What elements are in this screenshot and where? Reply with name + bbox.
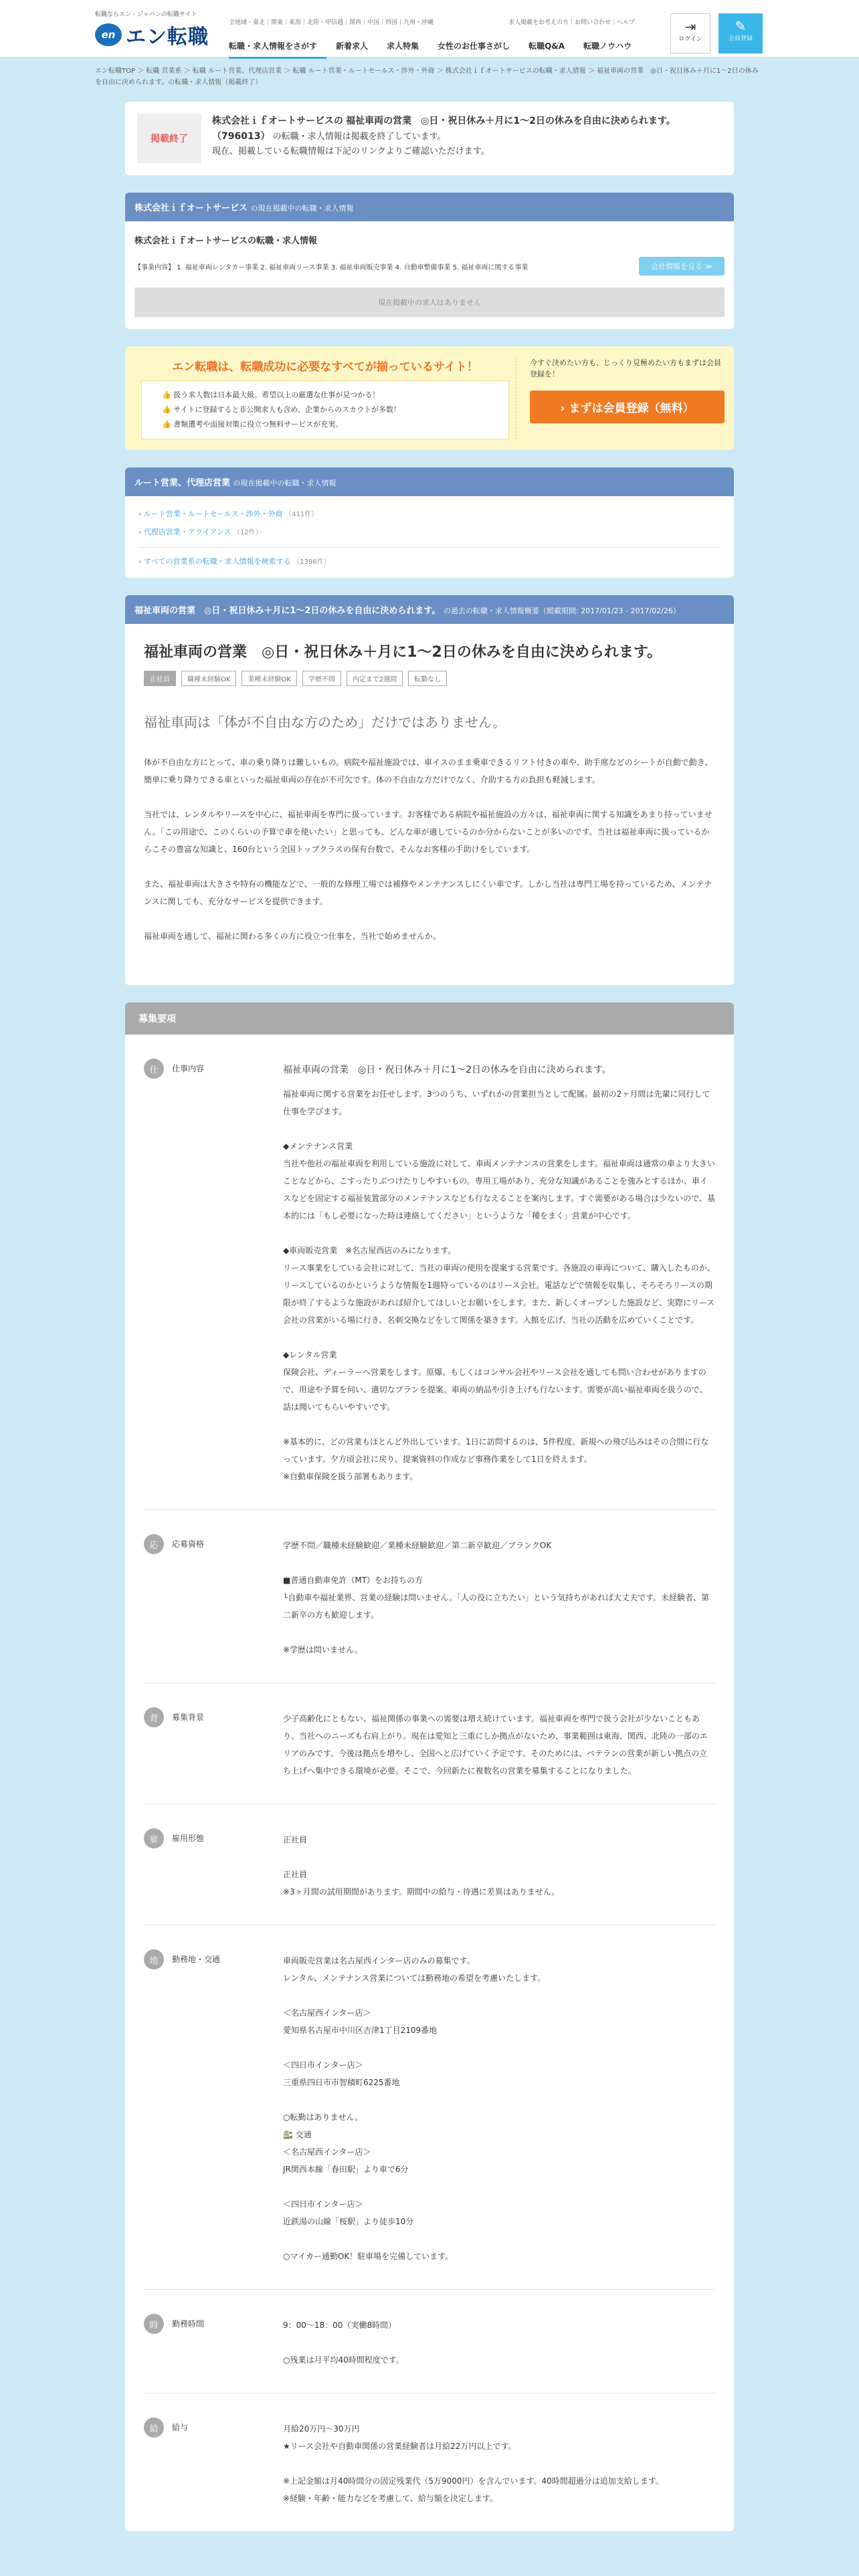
nav-women[interactable]: 女性のお仕事さがし — [438, 41, 510, 51]
breadcrumb[interactable]: エン転職TOP ＞ 転職 営業系 ＞ 転職 ルート営業、代理店営業 ＞ 転職 ルート営業・ルートセールス・渉外・外商 ＞ 株式会社ｉｆオートサービスの転職・求人情報 ＞ 福祉車両の営業 ◎日・祝日休み＋月に1～2日の休みを自由に決められます。の転職・求人情報（掲載終了） — [95, 68, 759, 86]
job-tags — [144, 671, 715, 686]
requirements-header: 募集要項 — [125, 1002, 734, 1035]
qualification-icon: 応 — [144, 1534, 164, 1554]
pencil-icon: ✎ — [735, 18, 747, 34]
category-head: ルート営業、代理店営業 — [134, 478, 231, 488]
req-label: 給与 — [172, 2423, 189, 2432]
logo-text: エン転職 — [126, 25, 209, 49]
all-category-link[interactable]: › すべての営業系の転職・求人情報を検索する （1396件） — [138, 557, 330, 566]
promo-register-button[interactable]: › まずは会員登録（無料） — [530, 391, 725, 423]
company-box-head: 株式会社ｉｆオートサービス — [134, 203, 248, 213]
category-box-header — [125, 467, 734, 496]
nav-new-jobs[interactable]: 新着求人 — [336, 41, 369, 51]
salary-icon: 給 — [144, 2418, 164, 2438]
promo-banner — [125, 346, 734, 450]
tag: 内定まで2週間 — [347, 671, 403, 686]
promo-title: エン転職は、転職成功に必要なすべてが揃っているサイト！ — [172, 360, 478, 374]
no-jobs-message: 現在掲載中の求人はありません — [134, 288, 725, 317]
main-nav — [229, 39, 650, 59]
category-head-sub: の現在掲載中の転職・求人情報 — [233, 479, 337, 488]
job-lead: 福祉車両は「体が不自由な方のため」だけではありません。 — [144, 714, 506, 730]
ended-company: 株式会社ｉｆオートサービスの — [212, 116, 343, 126]
ended-badge: 掲載終了 — [137, 114, 201, 163]
company-info-button[interactable]: 会社情報を見る ≫ — [639, 257, 725, 276]
req-label: 仕事内容 — [172, 1064, 205, 1073]
logo-mark: en — [95, 23, 122, 46]
tag: 転勤なし — [408, 671, 447, 686]
divider — [138, 547, 721, 548]
site-header — [0, 0, 859, 58]
area-links[interactable]: 全地域・東北｜関東｜東海｜北陸・甲信越｜関西｜中国｜四国｜九州・沖縄 — [229, 19, 434, 26]
req-label: 募集背景 — [172, 1713, 205, 1722]
category-link[interactable]: › 代理店営業・アライアンス （12件） — [138, 528, 262, 536]
background-icon: 背 — [144, 1707, 164, 1727]
register-button[interactable] — [719, 13, 763, 53]
tag: 職種未経験OK — [181, 671, 236, 686]
ended-job-title: 福祉車両の営業 ◎日・祝日休み＋月に1～2日の休みを自由に決められます。（796013） — [212, 116, 676, 142]
nav-search-jobs[interactable]: 転職・求人情報をさがす — [229, 39, 326, 59]
login-button[interactable] — [670, 13, 710, 53]
promo-point: 👍 サイトに登録すると非公開求人も含め、企業からのスカウトが多数！ — [162, 405, 401, 414]
req-row-qualification — [144, 1510, 715, 1683]
job-summary-header — [125, 595, 734, 624]
login-icon: ⇥ — [684, 19, 696, 35]
company-business: 【事業内容】 1. 福祉車両レンタカー事業 2. 福祉車両リース事業 3. 福祉車両販売事業 4. 自動車整備事業 5. 福祉車両に関する事業 — [134, 263, 529, 272]
company-box-title: 株式会社ｉｆオートサービスの転職・求人情報 — [134, 236, 318, 246]
category-box — [125, 467, 734, 578]
promo-points — [141, 381, 509, 439]
logo-tagline: 転職ならエン・ジャパンの転職サイト — [95, 11, 197, 18]
req-value: 正社員 正社員 ※3ヶ月間の試用期間があります。期間中の給与・待遇に差異はありません。 — [283, 1835, 560, 1897]
nav-qa[interactable]: 転職Q&A — [529, 41, 565, 51]
register-label: 会員登録 — [728, 35, 753, 42]
requirements — [125, 1002, 734, 2531]
location-icon: 地 — [144, 1949, 164, 1969]
login-label: ログイン — [678, 36, 702, 43]
tag: 業種未経験OK — [242, 671, 296, 686]
job-title: 福祉車両の営業 ◎日・祝日休み＋月に1～2日の休みを自由に決められます。 — [144, 644, 662, 661]
company-box-header — [125, 193, 734, 221]
company-box-head-sub: の現在掲載中の転職・求人情報 — [250, 204, 354, 213]
work-icon: 仕 — [144, 1059, 164, 1079]
utility-links[interactable]: 求人掲載をお考えの方｜お問い合わせ｜ヘルプ — [508, 19, 636, 26]
site-logo[interactable] — [95, 20, 209, 49]
job-head: 福祉車両の営業 ◎日・祝日休み＋月に1～2日の休みを自由に決められます。 — [134, 606, 441, 616]
req-row-location — [144, 1925, 715, 2290]
category-link[interactable]: › ルート営業・ルートセールス・渉外・外商 （411件） — [138, 510, 318, 518]
company-box — [125, 193, 734, 329]
req-value: 9：00～18：00（実働8時間） ○残業は月平均40時間程度です。 — [283, 2321, 404, 2365]
job-paragraph: また、福祉車両は大きさや特有の機能などで、一般的な修理工場では補修やメンテナンスしにくい車です。しかし当社は専門工場を持っているため、メンテナンスに関しても、充分なサービスを提供できます。 — [144, 879, 712, 906]
promo-side-text: 今すぐ決めたい方も、じっくり見極めたい方もまずは会員登録を！ — [530, 358, 721, 379]
job-paragraph: 福祉車両を通して、福祉に関わる多くの方に役立つ仕事を、当社で始めませんか。 — [144, 932, 441, 941]
employment-icon: 雇 — [144, 1828, 164, 1848]
req-value: 福祉車両に関する営業をお任せします。3つのうち、いずれかの営業担当として配属。最初の2ヶ月間は先輩に同行して仕事を学びます。 ◆メンテナンス営業 当社や他社の福祉車両を利用している施設に対して、車両メンテナンスの営業をします。福祉車両は通常の車より大きいことなどから、こすったりぶつけたりしやすいもの。専用工場があり、充分な知識があることを強みとするほか、車イスなどを固定する福祉装置部分のメンテナンスなども行なえることを案内します。すぐ需要がある場合は少ないので、基本的には「もし必要になった時は連絡してください」というような「種をまく」営業が中心です。 ◆車両販売営業 ※名古屋西店のみになります。 リース事業をしている会社に対して、当社の車両の使用を提案する営業です。各施設の車両について、購入したものか、リースしているのかというような情報を1週特っているのはリース会社。電話などで情報を収集し、そろそろリースの期限が終了するような施設があれば紹介してほしいとお願いをします。また、新しくオープンした施設など、実際にリース会社の営業がいる場に行き、名刺交換などをして関係を築きます。入館を広げ、当社の活動を広めていくことです。 ◆レンタル営業 保険会社、ディーラーへ営業をします。原爆、もしくはコンサル会社やリース会社を通しても問い合わせがありますので、用途や予算を伺い、適切なプランを提案。車両の納品や引き上げも行ないます。需要が高い福祉車両を扱うので、話は聞いてもらいやすいです。 ※基本的に、どの営業もほとんど外出しています。1日に訪問するのは、5件程度。新規への飛び込みはその合間に行なっています。夕方頃会社に戻り、提案資料の作成など事務作業をして1日を終えます。 ※自動車保険を扱う部署もあります。 — [283, 1089, 715, 1481]
ended-line1: の転職・求人情報は掲載を終了しています。 — [272, 132, 446, 142]
req-value: 車両販売営業は名古屋西インター店のみの募集です。 レンタル、メンテナンス営業については勤務地の希望を考慮いたします。 ＜名古屋西インター店＞ 愛知県名古屋市中川区吉津1丁目2109番地 ＜四日市インター店＞ 三重県四日市市智積町6225番地 ○転勤はありません。 🚉 交通 ＜名古屋西インター店＞ JR関西本線「春田駅」より車で6分 ＜四日市インター店＞ 近鉄湯の山線「桜駅」より徒歩10分 ○マイカー通勤OK！駐車場を完備しています。 — [283, 1956, 546, 2261]
job-paragraph: 体が不自由な方にとって、車の乗り降りは難しいもの。病院や福祉施設では、車イスのまま乗車できるリフト付きの車や、助手席などのシートが自動で動き、簡単に乗り降りできる車といった福祉車両の存在が不可欠です。体の不自由な方だけでなく、介助する方の負担も軽減します。 — [144, 758, 713, 784]
tag: 学歴不問 — [302, 671, 341, 686]
promo-point: 👍 扱う求人数は日本最大級。希望以上の厳選な仕事が見つかる！ — [162, 391, 380, 399]
nav-features[interactable]: 求人特集 — [387, 41, 419, 51]
req-row-salary — [144, 2393, 715, 2531]
req-label: 応募資格 — [172, 1539, 205, 1549]
ended-line2: 現在、掲載している転職情報は下記のリンクよりご確認いただけます。 — [212, 146, 490, 156]
req-first: 福祉車両の営業 ◎日・祝日休み＋月に1～2日の休みを自由に決められます。 — [283, 1065, 611, 1075]
req-label: 雇用形態 — [172, 1834, 205, 1843]
tag: 正社員 — [144, 671, 176, 686]
clock-icon: 時 — [144, 2314, 164, 2334]
req-row-job-content — [144, 1035, 715, 1510]
ended-text — [212, 114, 721, 163]
req-value: 月給20万円～30万円 ★リース会社や自動車関係の営業経験者は月給22万円以上です。 ※上記金額は月40時間分の固定残業代（5万9000円）を含んでいます。40時間超過分は追加支給します。 ※経験・年齢・能力などを考慮して、給与額を決定します。 — [283, 2424, 664, 2503]
req-value: 学歴不問／職種未経験歓迎／業種未経験歓迎／第二新卒歓迎／ブランクOK ■普通自動車免許（MT）をお持ちの方 └自動車や福祉業界、営業の経験は問いません。「人の役に立ちたい」という気持ちがあれば大丈夫です。未経験者、第二新卒の方も歓迎します。 ※学歴は問いません。 — [283, 1541, 709, 1654]
req-row-hours — [144, 2290, 715, 2393]
req-value: 少子高齢化にともない、福祉関係の事業への需要は増え続けています。福祉車両を専門で扱う会社が少ないこともあり、当社へのニーズも右肩上がり。現在は愛知と三重にしか拠点がないため、事業範囲は東海、関西、北陸の一部のエリアのみです。今後は拠点を増やし、全国へと広げていく予定です。そのためには、ベテランの営業が新しい拠点の立ち上げへ集中できる環境が必要。そこで、今回新たに複数名の営業を募集することになりました。 — [283, 1714, 708, 1776]
req-label: 勤務時間 — [172, 2319, 205, 2329]
req-label: 勤務地・交通 — [172, 1955, 221, 1964]
job-paragraph: 当社では、レンタルやリースを中心に、福祉車両を専門に扱っています。お客様である病院や福祉施設の方々は、福祉車両に関する知識をあまり持っていません。「この用途で、このくらいの予算で車を使いたい」と思っても、どんな車が適しているのか分からないことが多いのです。当社は福祉車両に扱っているからこその豊富な知識と、160台という全国トップクラスの保有台数で、そんなお客様の手助けをしています。 — [144, 810, 712, 854]
nav-knowhow[interactable]: 転職ノウハウ — [583, 41, 632, 51]
req-row-employment — [144, 1804, 715, 1925]
promo-point: 👍 書類選考や面接対策に役立つ無料サービスが充実。 — [162, 420, 343, 429]
job-summary — [125, 595, 734, 985]
ended-notice — [125, 102, 734, 175]
job-head-sub: の過去の転職・求人情報概要（掲載期間: 2017/01/23 - 2017/02/26） — [443, 607, 680, 615]
req-row-background — [144, 1683, 715, 1804]
